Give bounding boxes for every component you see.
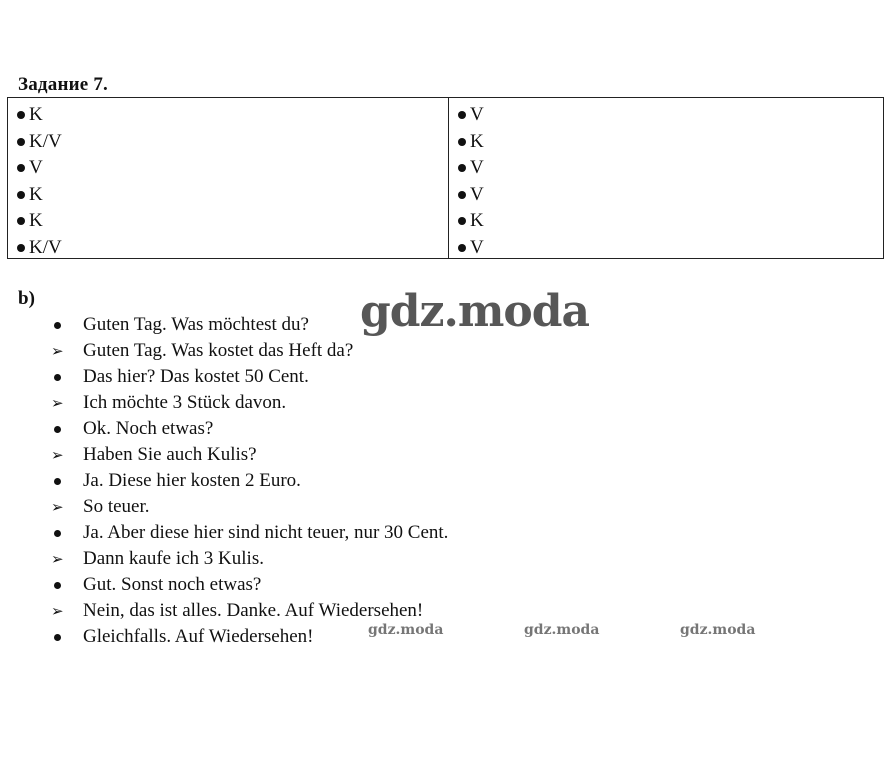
dialog-line (50, 468, 448, 494)
dialog-line (50, 546, 448, 572)
bullet-icon (17, 244, 25, 252)
dialog-text: So teuer. (83, 496, 150, 517)
answer-cell: V (449, 155, 883, 182)
answer-cell: V (449, 235, 883, 262)
dialog-line (50, 364, 448, 390)
task-title: Задание 7. (18, 74, 108, 95)
bullet-icon (50, 530, 83, 537)
dialog-text: Ok. Noch etwas? (83, 418, 214, 439)
bullet-icon (50, 426, 83, 433)
dialog-line (50, 572, 448, 598)
bullet-icon (458, 111, 466, 119)
answer-cell: K (449, 129, 883, 156)
arrow-bullet-icon: ➢ (51, 446, 64, 464)
dialog-line (50, 416, 448, 442)
bullet-icon (50, 582, 83, 589)
bullet-icon (50, 322, 83, 329)
bullet-icon (50, 374, 83, 381)
section-b-label: b) (18, 288, 35, 309)
answer-cell: K/V (8, 129, 448, 156)
bullet-icon (17, 217, 25, 225)
bullet-icon (50, 478, 83, 485)
dialog-text: Ich möchte 3 Stück davon. (83, 392, 287, 413)
bullet-icon (458, 191, 466, 199)
answer-cell: V (449, 102, 883, 129)
answer-cell: V (8, 155, 448, 182)
arrow-bullet-icon: ➢ (51, 394, 64, 412)
dialog-line (50, 494, 448, 520)
dialog-text: Gleichfalls. Auf Wiedersehen! (83, 626, 314, 647)
dialog-text: Gut. Sonst noch etwas? (83, 574, 262, 595)
bullet-icon (17, 138, 25, 146)
dialog-line (50, 598, 448, 624)
bullet-icon (50, 634, 83, 641)
dialog-text: Haben Sie auch Kulis? (83, 444, 257, 465)
bullet-icon (458, 138, 466, 146)
watermark-logo: gdz.moda (360, 286, 590, 337)
bullet-icon (17, 164, 25, 172)
dialog-line (50, 520, 448, 546)
answer-table (7, 97, 884, 259)
dialog-list (50, 312, 448, 650)
bullet-icon (17, 111, 25, 119)
answer-column-right (449, 98, 883, 258)
arrow-bullet-icon: ➢ (51, 550, 64, 568)
dialog-text: Dann kaufe ich 3 Kulis. (83, 548, 264, 569)
bullet-icon (17, 191, 25, 199)
dialog-text: Das hier? Das kostet 50 Cent. (83, 366, 309, 387)
watermark-small: gdz.moda (524, 622, 600, 638)
dialog-text: Guten Tag. Was möchtest du? (83, 314, 309, 335)
arrow-bullet-icon: ➢ (51, 498, 64, 516)
dialog-text: Nein, das ist alles. Danke. Auf Wiedersehen! (83, 600, 424, 621)
arrow-bullet-icon: ➢ (51, 342, 64, 360)
dialog-text: Ja. Aber diese hier sind nicht teuer, nur 30 Cent. (83, 522, 449, 543)
dialog-text: Guten Tag. Was kostet das Heft da? (83, 340, 354, 361)
answer-cell: K (449, 208, 883, 235)
watermark-small: gdz.moda (680, 622, 756, 638)
dialog-text: Ja. Diese hier kosten 2 Euro. (83, 470, 301, 491)
watermark-small: gdz.moda (368, 622, 444, 638)
dialog-line (50, 338, 448, 364)
arrow-bullet-icon: ➢ (51, 602, 64, 620)
bullet-icon (458, 164, 466, 172)
dialog-line (50, 442, 448, 468)
bullet-icon (458, 244, 466, 252)
answer-column-left (8, 98, 449, 258)
answer-cell: K (8, 102, 448, 129)
dialog-line (50, 390, 448, 416)
answer-cell: V (449, 182, 883, 209)
answer-cell: K/V (8, 235, 448, 262)
bullet-icon (458, 217, 466, 225)
answer-cell: K (8, 182, 448, 209)
answer-cell: K (8, 208, 448, 235)
